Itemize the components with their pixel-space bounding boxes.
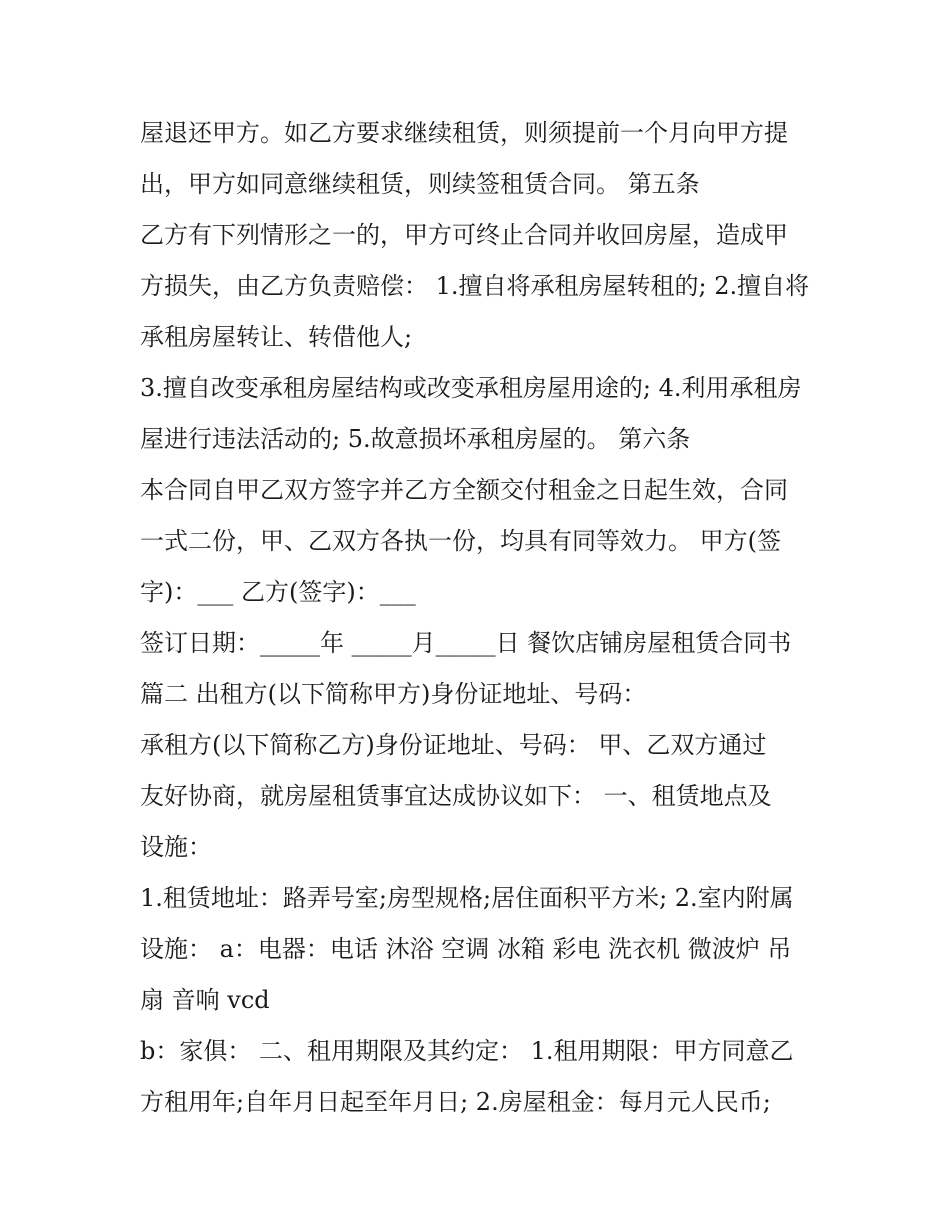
text-line: 篇二 出租方(以下简称甲方)身份证地址、号码： bbox=[140, 680, 647, 708]
text-line: 一式二份，甲、乙双方各执一份，均具有同等效力。 甲方(签 bbox=[140, 527, 781, 555]
text-line: 承租房屋转让、转借他人; bbox=[140, 323, 413, 351]
text-line: 本合同自甲乙双方签字并乙方全额交付租金之日起生效，合同 bbox=[140, 476, 788, 504]
contract-body-text bbox=[140, 108, 830, 1128]
text-line: 设施： a：电器：电话 沐浴 空调 冰箱 彩电 洗衣机 微波炉 吊 bbox=[140, 935, 792, 963]
text-line: 出，甲方如同意继续租赁，则续签租赁合同。 第五条 bbox=[140, 170, 700, 198]
text-line: 方租用年;自年月日起至年月日; 2.房屋租金：每月元人民币; bbox=[140, 1088, 771, 1116]
text-line: 扇 音响 vcd bbox=[140, 986, 270, 1014]
text-line: 3.擅自改变承租房屋结构或改变承租房屋用途的; 4.利用承租房 bbox=[140, 374, 802, 402]
text-line: 字)：___ 乙方(签字)：___ bbox=[140, 578, 416, 606]
text-line: 签订日期：_____年 _____月_____日 餐饮店铺房屋租赁合同书 bbox=[140, 629, 792, 657]
text-line: 设施： bbox=[140, 833, 212, 861]
text-line: 承租方(以下简称乙方)身份证地址、号码： 甲、乙双方通过 bbox=[140, 731, 767, 759]
text-line: 屋退还甲方。如乙方要求继续租赁，则须提前一个月向甲方提 bbox=[140, 119, 788, 147]
text-line: 乙方有下列情形之一的，甲方可终止合同并收回房屋，造成甲 bbox=[140, 221, 788, 249]
text-line: 友好协商，就房屋租赁事宜达成协议如下： 一、租赁地点及 bbox=[140, 782, 772, 810]
text-line: b：家俱： 二、租用期限及其约定： 1.租用期限：甲方同意乙 bbox=[140, 1037, 794, 1065]
text-line: 1.租赁地址：路弄号室;房型规格;居住面积平方米; 2.室内附属 bbox=[140, 884, 794, 912]
text-line: 屋进行违法活动的; 5.故意损坏承租房屋的。 第六条 bbox=[140, 425, 691, 453]
text-line: 方损失，由乙方负责赔偿： 1.擅自将承租房屋转租的; 2.擅自将 bbox=[140, 272, 810, 300]
